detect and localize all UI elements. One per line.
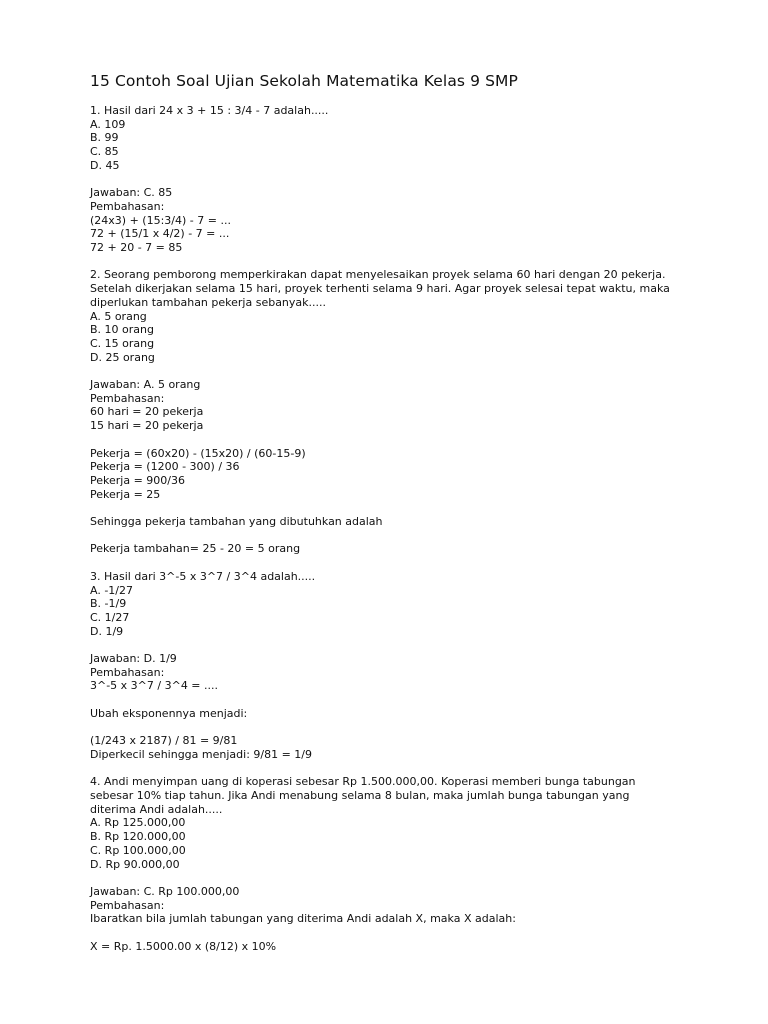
text-line: B. 10 orang	[90, 323, 154, 337]
text-line: Pembahasan:	[90, 199, 165, 213]
text-line: Setelah dikerjakan selama 15 hari, proyek terhenti selama 9 hari. Agar proyek selesai tepat waktu, maka	[90, 282, 670, 296]
blank-line	[90, 364, 690, 378]
text-line: (24x3) + (15:3/4) - 7 = ...	[90, 213, 231, 227]
document-body	[90, 104, 690, 953]
text-line: sebesar 10% tiap tahun. Jika Andi menabung selama 8 bulan, maka jumlah bunga tabungan yang	[90, 788, 630, 802]
document-page	[90, 70, 690, 953]
text-line: 60 hari = 20 pekerja	[90, 405, 204, 419]
text-line: Diperkecil sehingga menjadi: 9/81 = 1/9	[90, 747, 313, 761]
text-line: 72 + (15/1 x 4/2) - 7 = ...	[90, 227, 230, 241]
blank-line	[90, 871, 690, 885]
text-line: 2. Seorang pemborong memperkirakan dapat menyelesaikan proyek selama 60 hari dengan 20 pekerja.	[90, 268, 666, 282]
text-line: Ubah eksponennya menjadi:	[90, 706, 248, 720]
text-line: A. -1/27	[90, 583, 133, 597]
text-line: diterima Andi adalah.....	[90, 802, 223, 816]
text-line: A. Rp 125.000,00	[90, 816, 186, 830]
text-line: 4. Andi menyimpan uang di koperasi sebesar Rp 1.500.000,00. Koperasi memberi bunga tabungan	[90, 775, 636, 789]
text-line: Pekerja = (1200 - 300) / 36	[90, 460, 240, 474]
blank-line	[90, 501, 690, 515]
text-line: Pembahasan:	[90, 665, 165, 679]
text-line: C. 1/27	[90, 610, 130, 624]
text-line: B. Rp 120.000,00	[90, 830, 186, 844]
text-line: 72 + 20 - 7 = 85	[90, 241, 183, 255]
text-line: Jawaban: A. 5 orang	[90, 378, 201, 392]
text-line: 15 hari = 20 pekerja	[90, 419, 204, 433]
blank-line	[90, 433, 690, 447]
blank-line	[90, 529, 690, 543]
text-line: 3. Hasil dari 3^-5 x 3^7 / 3^4 adalah.....	[90, 569, 316, 583]
text-line: D. Rp 90.000,00	[90, 857, 180, 871]
text-line: C. Rp 100.000,00	[90, 843, 186, 857]
text-line: B. -1/9	[90, 597, 127, 611]
text-line: Jawaban: C. 85	[90, 186, 173, 200]
blank-line	[90, 926, 690, 940]
text-line: D. 1/9	[90, 624, 124, 638]
text-line: A. 109	[90, 117, 126, 131]
text-line: 3^-5 x 3^7 / 3^4 = ....	[90, 679, 219, 693]
text-line: B. 99	[90, 131, 119, 145]
text-line: C. 15 orang	[90, 336, 155, 350]
blank-line	[90, 762, 690, 776]
text-line: Pekerja tambahan= 25 - 20 = 5 orang	[90, 542, 301, 556]
text-line: Sehingga pekerja tambahan yang dibutuhkan adalah	[90, 515, 383, 529]
blank-line	[90, 638, 690, 652]
text-line: Pekerja = (60x20) - (15x20) / (60-15-9)	[90, 446, 306, 460]
text-line: D. 45	[90, 158, 120, 172]
blank-line	[90, 693, 690, 707]
text-line: Jawaban: D. 1/9	[90, 652, 177, 665]
text-line: Pekerja = 25	[90, 487, 161, 501]
text-line: Ibaratkan bila jumlah tabungan yang diterima Andi adalah X, maka X adalah:	[90, 912, 516, 926]
blank-line	[90, 721, 690, 735]
blank-line	[90, 556, 690, 570]
text-line: A. 5 orang	[90, 309, 147, 323]
text-line: Jawaban: C. Rp 100.000,00	[90, 884, 240, 898]
text-line: Pekerja = 900/36	[90, 473, 185, 487]
text-line: X = Rp. 1.5000.00 x (8/12) x 10%	[90, 939, 277, 953]
blank-line	[90, 255, 690, 269]
blank-line	[90, 173, 690, 187]
text-line: Pembahasan:	[90, 898, 165, 912]
text-line: C. 85	[90, 145, 119, 159]
text-line: Pembahasan:	[90, 391, 165, 405]
text-line: (1/243 x 2187) / 81 = 9/81	[90, 734, 238, 748]
document-title: 15 Contoh Soal Ujian Sekolah Matematika Kelas 9 SMP	[90, 72, 518, 90]
text-line: 1. Hasil dari 24 x 3 + 15 : 3/4 - 7 adalah.....	[90, 104, 329, 117]
text-line: diperlukan tambahan pekerja sebanyak.....	[90, 295, 327, 309]
text-line: D. 25 orang	[90, 350, 155, 364]
